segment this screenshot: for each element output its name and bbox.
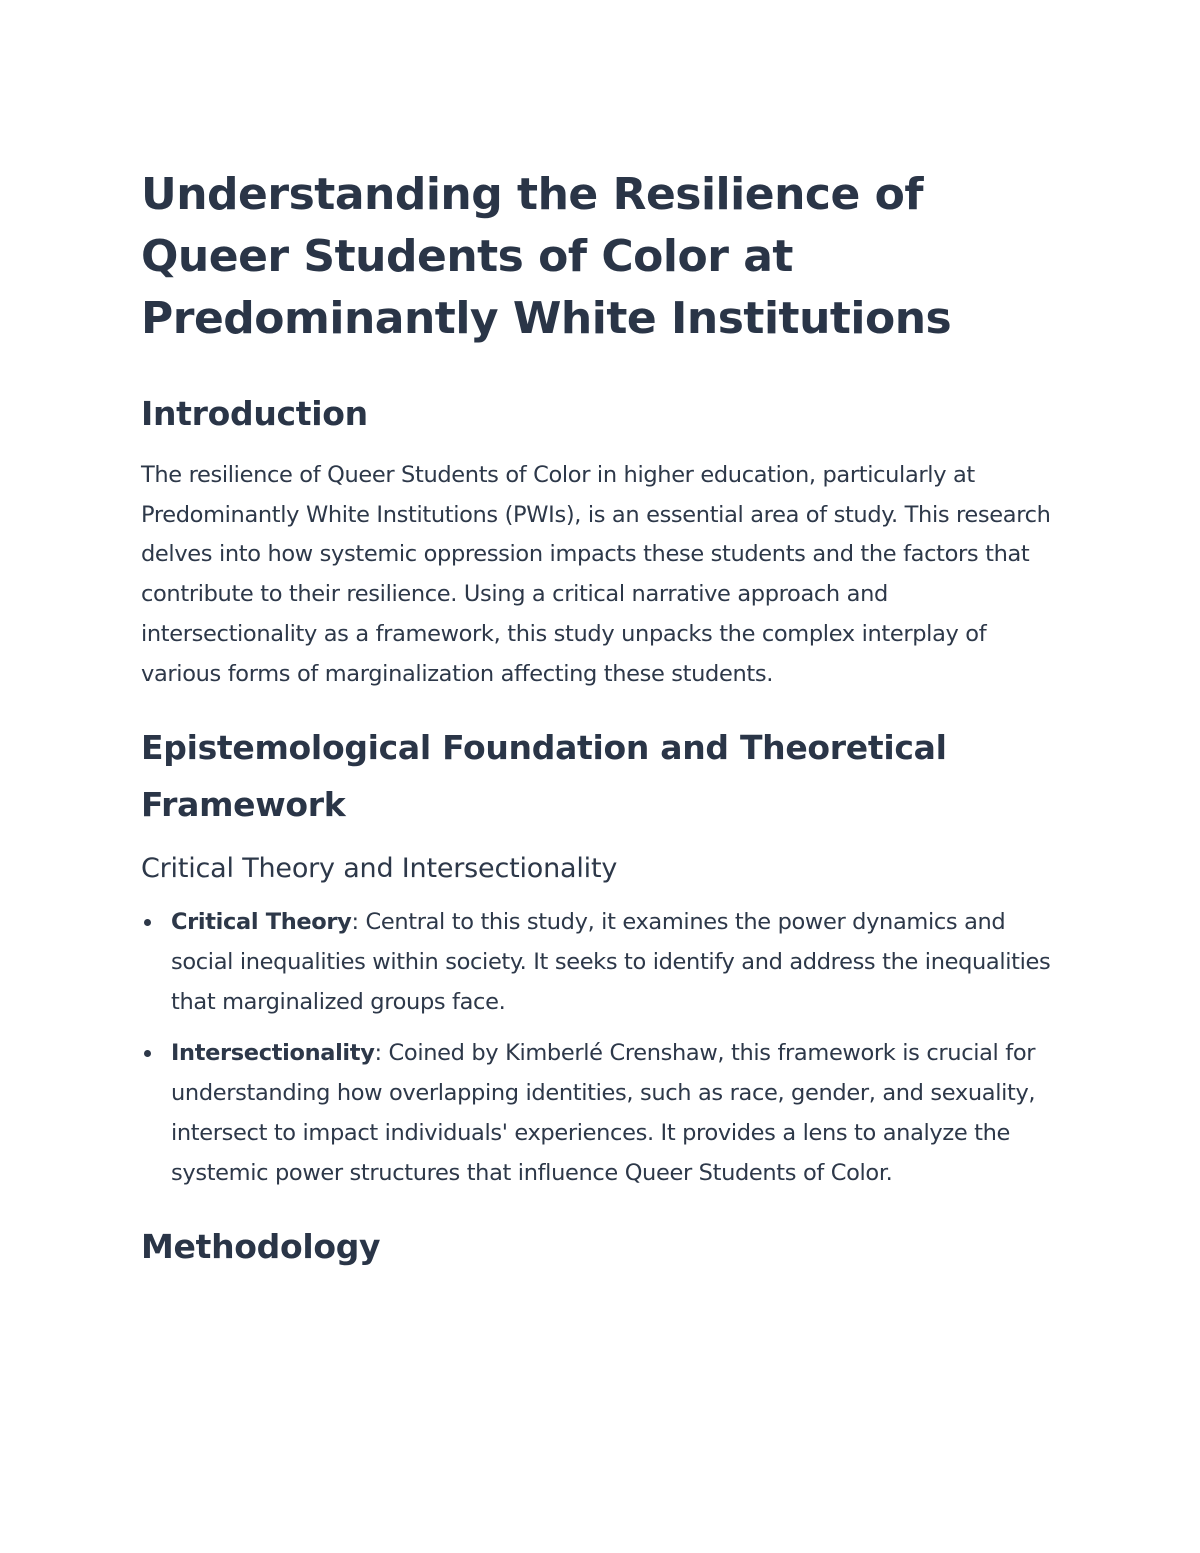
list-item-text: : Central to this study, it examines the power dynamics and social inequalities within society. It seeks to identify and address the inequalities that marginalized groups face. <box>171 909 1051 1016</box>
list-item-text: : Coined by Kimberlé Crenshaw, this framework is crucial for understanding how overlapping identities, such as race, gender, and sexuality, intersect to impact individuals' experiences. It provides a lens to analyze the systemic power structures that influence Queer Students of Color. <box>171 1040 1036 1187</box>
subsection-heading-critical-theory: Critical Theory and Intersectionality <box>141 853 618 885</box>
section-heading-framework: Epistemological Foundation and Theoretical Framework <box>141 728 947 825</box>
framework-list <box>141 902 1056 1193</box>
section-heading-introduction: Introduction <box>141 394 368 433</box>
list-item-term: Critical Theory <box>171 909 352 936</box>
bullet-icon <box>144 1050 151 1057</box>
list-item <box>141 1033 1056 1193</box>
list-item <box>141 902 1056 1022</box>
introduction-paragraph: The resilience of Queer Students of Color in higher education, particularly at Predominantly White Institutions (PWIs), is an essential area of study. This research delves into how systemic oppression impacts these students and the factors that contribute to their resilience. Using a critical narrative approach and intersectionality as a framework, this study unpacks the complex interplay of various forms of marginalization affecting these students. <box>141 462 1051 687</box>
bullet-icon <box>144 919 151 926</box>
list-item-term: Intersectionality <box>171 1040 375 1067</box>
section-heading-methodology: Methodology <box>141 1227 381 1267</box>
document-page <box>141 164 1056 1273</box>
document-title: Understanding the Resilience of Queer Students of Color at Predominantly White Institutions <box>141 169 952 344</box>
